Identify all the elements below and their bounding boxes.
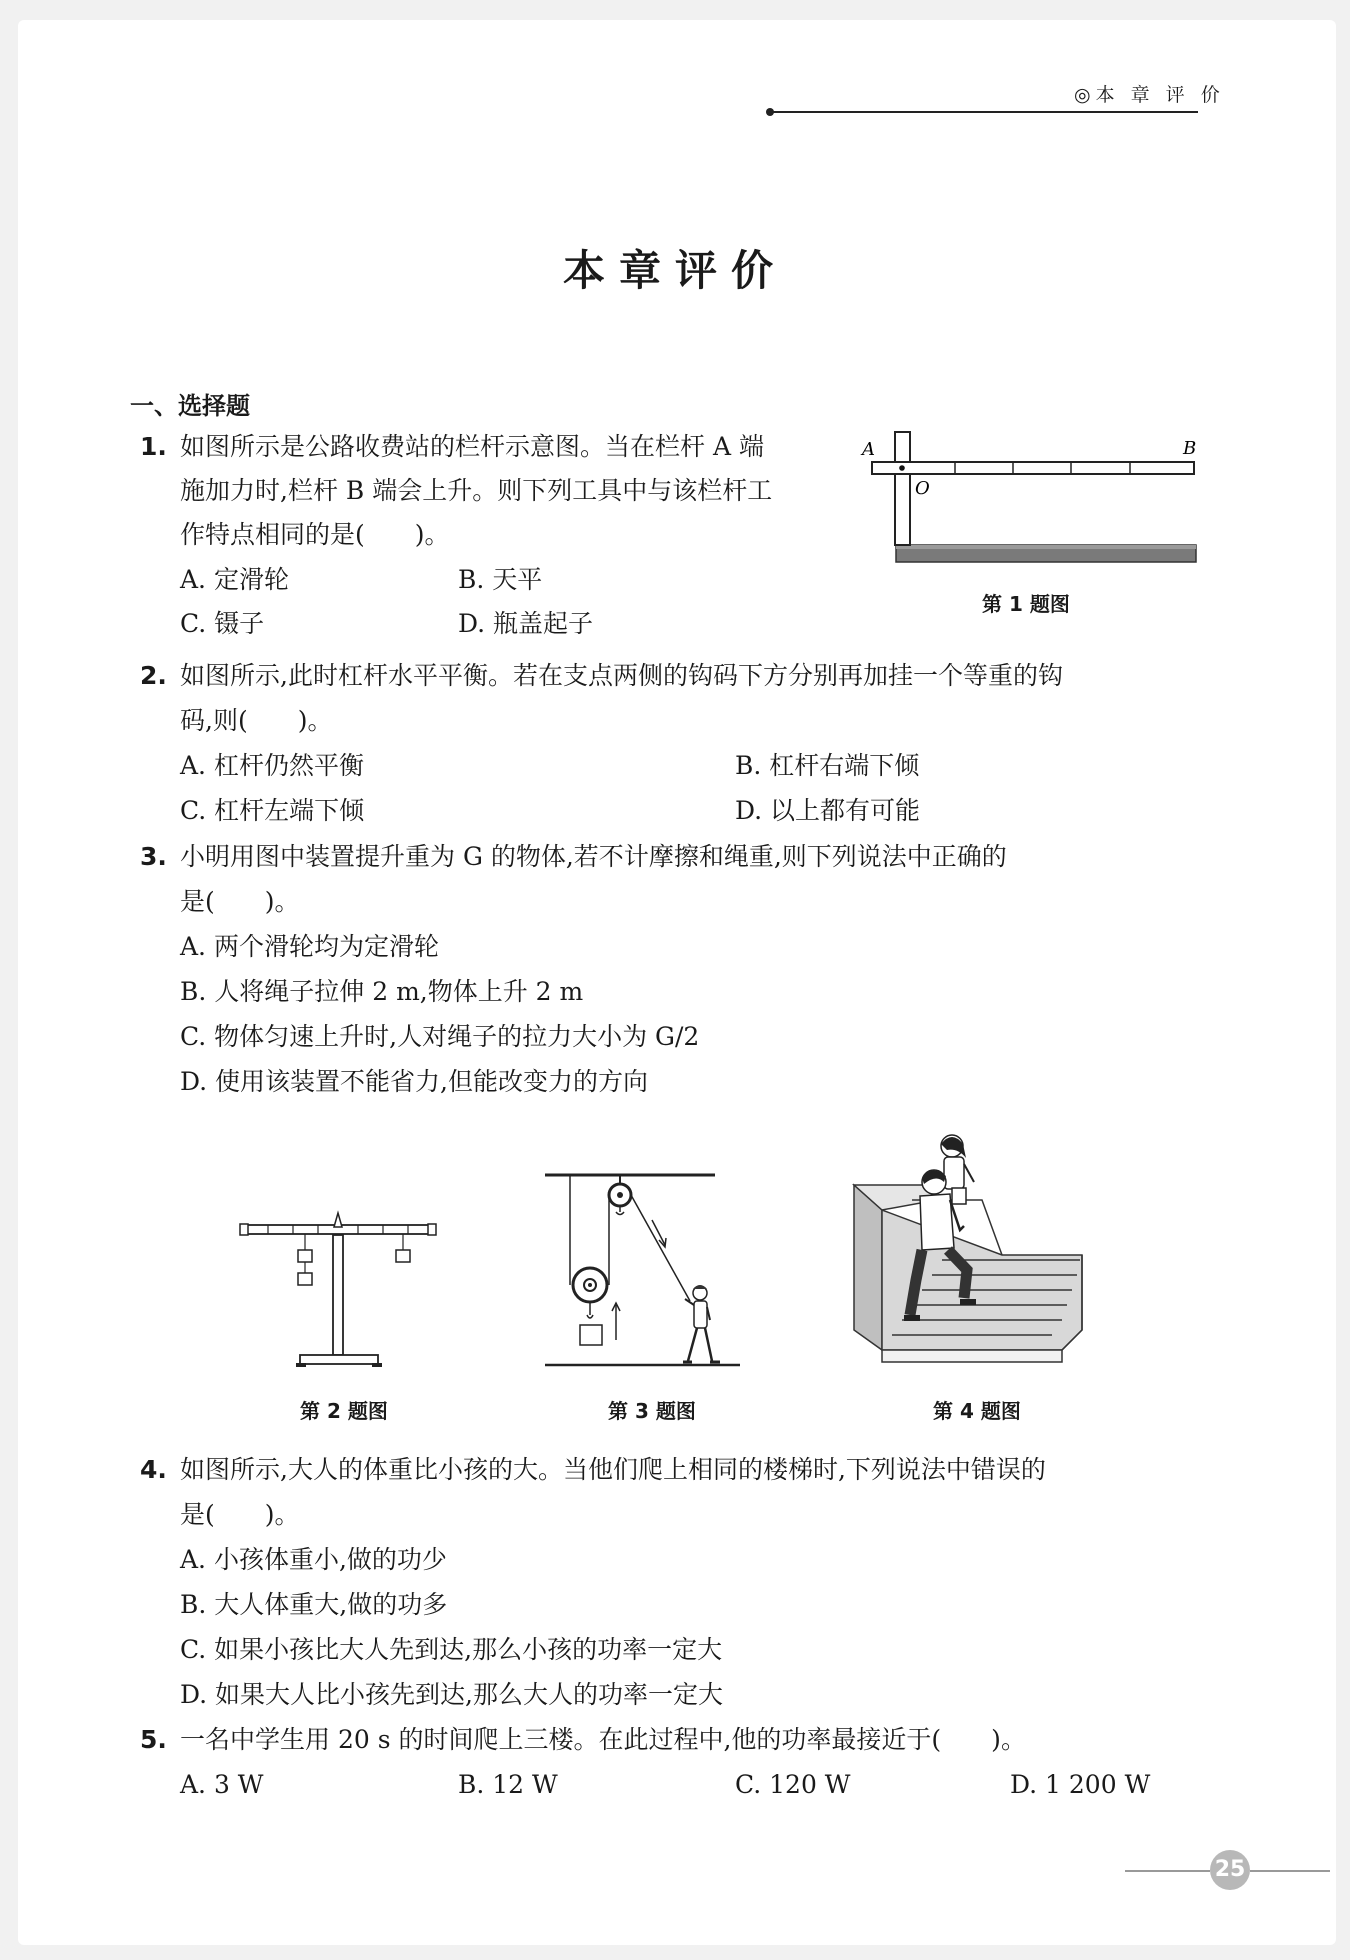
question-2-option-d: D. 以上都有可能 <box>735 796 921 825</box>
question-3-number: 3. <box>140 842 167 871</box>
page-number-rule-right <box>1250 1870 1330 1872</box>
figure-1-label-o: O <box>915 478 930 499</box>
question-1-option-d: D. 瓶盖起子 <box>458 609 594 638</box>
running-header: ◎本 章 评 价 <box>1074 84 1225 106</box>
question-4-option-b: B. 大人体重大,做的功多 <box>180 1590 448 1619</box>
question-4-option-d: D. 如果大人比小孩先到达,那么大人的功率一定大 <box>180 1680 723 1709</box>
question-3-option-c: C. 物体匀速上升时,人对绳子的拉力大小为 G/2 <box>180 1022 700 1051</box>
page-number-rule-left <box>1125 1870 1210 1872</box>
question-4-line-2: 是( )。 <box>180 1500 300 1529</box>
question-5-option-c: C. 120 W <box>735 1770 851 1799</box>
question-5-option-a: A. 3 W <box>180 1770 264 1799</box>
question-4-line-1: 如图所示,大人的体重比小孩的大。当他们爬上相同的楼梯时,下列说法中错误的 <box>180 1455 1046 1484</box>
question-3-option-b: B. 人将绳子拉伸 2 m,物体上升 2 m <box>180 977 584 1006</box>
figure-3-pulley <box>540 1165 750 1375</box>
figure-4-stairs <box>852 1130 1092 1375</box>
figure-2-caption: 第 2 题图 <box>300 1399 388 1423</box>
figure-1-caption: 第 1 题图 <box>982 592 1070 616</box>
figure-1-label-b: B <box>1183 438 1197 459</box>
figure-1-label-a: A <box>862 439 875 460</box>
question-1-line-1: 如图所示是公路收费站的栏杆示意图。当在栏杆 A 端 <box>180 432 764 461</box>
question-4-option-c: C. 如果小孩比大人先到达,那么小孩的功率一定大 <box>180 1635 723 1664</box>
question-1-number: 1. <box>140 432 167 461</box>
figure-3-caption: 第 3 题图 <box>608 1399 696 1423</box>
question-5-number: 5. <box>140 1725 167 1754</box>
question-2-option-c: C. 杠杆左端下倾 <box>180 796 365 825</box>
question-1-option-a: A. 定滑轮 <box>180 565 289 594</box>
header-rule <box>770 111 1198 113</box>
question-5-option-b: B. 12 W <box>458 1770 558 1799</box>
question-2-option-b: B. 杠杆右端下倾 <box>735 751 920 780</box>
question-5-option-d: D. 1 200 W <box>1010 1770 1151 1799</box>
question-3-option-d: D. 使用该装置不能省力,但能改变力的方向 <box>180 1067 648 1096</box>
question-1-option-b: B. 天平 <box>458 565 543 594</box>
question-2-line-2: 码,则( )。 <box>180 706 333 735</box>
question-4-number: 4. <box>140 1455 167 1484</box>
question-1-option-c: C. 镊子 <box>180 609 265 638</box>
question-1-line-2: 施加力时,栏杆 B 端会上升。则下列工具中与该栏杆工 <box>180 476 773 505</box>
page-title: 本章评价 <box>562 246 787 295</box>
question-2-line-1: 如图所示,此时杠杆水平平衡。若在支点两侧的钩码下方分别再加挂一个等重的钩 <box>180 661 1063 690</box>
question-4-option-a: A. 小孩体重小,做的功少 <box>180 1545 447 1574</box>
question-2-option-a: A. 杠杆仍然平衡 <box>180 751 364 780</box>
figure-1-barrier <box>860 425 1205 570</box>
question-1-line-3: 作特点相同的是( )。 <box>180 520 450 549</box>
question-3-option-a: A. 两个滑轮均为定滑轮 <box>180 932 439 961</box>
page-number: 25 <box>1210 1850 1250 1890</box>
question-2-number: 2. <box>140 661 167 690</box>
section-heading: 一、选择题 <box>130 392 250 420</box>
figure-4-caption: 第 4 题图 <box>933 1399 1021 1423</box>
question-3-line-1: 小明用图中装置提升重为 G 的物体,若不计摩擦和绳重,则下列说法中正确的 <box>180 842 1007 871</box>
question-3-line-2: 是( )。 <box>180 887 300 916</box>
question-5-line-1: 一名中学生用 20 s 的时间爬上三楼。在此过程中,他的功率最接近于( )。 <box>180 1725 1026 1754</box>
figure-2-lever <box>238 1205 438 1375</box>
